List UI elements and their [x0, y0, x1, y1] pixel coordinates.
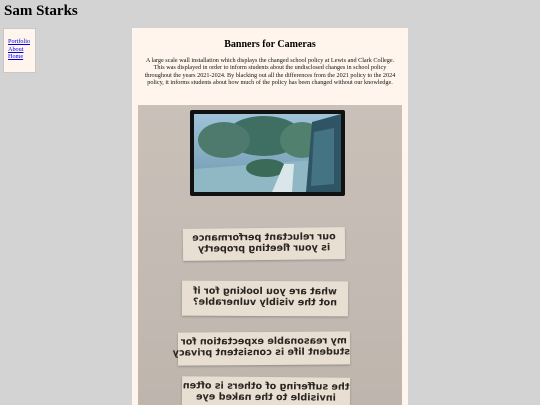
- project-description: A large scale wall installation which displays the changed school policy at Lewis and Clark College. This was displayed in order to inform students about the undisclosed changes in school policy throughout the years 2021-2024. By blacking out all the differences from the 2021 policy to the 2024 policy, it informs students about how much of the policy has been changed without our knowledge.: [144, 57, 396, 86]
- banner-4: the suffering of others is often invisible to the naked eye: [182, 376, 350, 405]
- nav-link-home[interactable]: Home: [8, 53, 24, 61]
- security-camera-feed: [194, 114, 341, 192]
- project-panel: [132, 28, 408, 405]
- tv-monitor: [190, 110, 345, 196]
- banner-1: our reluctant performance is your fleeting property: [183, 227, 345, 261]
- nav-link-portfolio[interactable]: Portfolio: [8, 38, 31, 45]
- banner-2: what are you looking for if not the visibly vulnerable?: [182, 281, 348, 317]
- site-title: Sam Starks: [4, 3, 78, 19]
- installation-photo: [138, 105, 402, 405]
- banner-3: my reasonable expectation for student life is consistent privacy: [178, 331, 350, 365]
- nav-link-about[interactable]: About: [8, 45, 24, 53]
- project-title: Banners for Cameras: [224, 39, 316, 50]
- sidebar-nav: [3, 28, 36, 73]
